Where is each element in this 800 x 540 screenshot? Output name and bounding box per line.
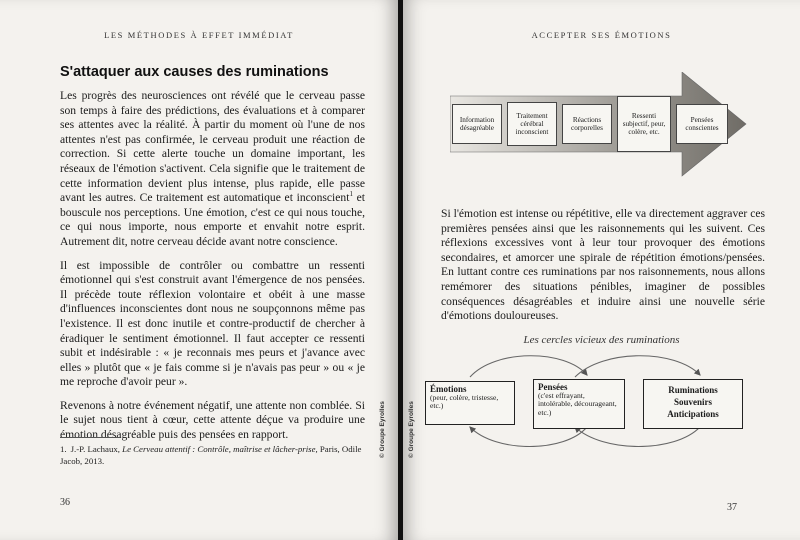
paragraph-3: Revenons à notre événement négatif, une attente non comblée. Si le sujet nous tient à cœur, cette attente déçue va produire une émotion désagréable puis des pensées en rapport.: [60, 398, 365, 442]
watermark-right: © Groupe Eyrolles: [408, 401, 415, 458]
page-number-right: 37: [727, 502, 737, 513]
running-head-right: ACCEPTER SES ÉMOTIONS: [531, 30, 672, 40]
step-information: Information désagréable: [452, 104, 502, 144]
running-head-left: LES MÉTHODES À EFFET IMMÉDIAT: [104, 30, 294, 40]
paragraph-4: Si l'émotion est intense ou répétitive, elle va directement aggraver ces premières pensées ainsi que les raisonnements qui les suivent. Ces réflexions excessives vont à leur tour provoquer des émotions secondaires, et amorcer une spirale de répétition émotions/pensées. En luttant contre ces ruminations par nos raisonnements, nous allons remémorer des situations pénibles, imaginer de possibles conséquences désagréables et induire ainsi une nouvelle série d'émotions douloureuses.: [441, 207, 765, 323]
footnote-book-title: Le Cerveau attentif : Contrôle, maîtrise et lâcher-prise: [122, 444, 316, 454]
left-body-text: [60, 89, 365, 452]
footnote-divider: [60, 437, 120, 438]
right-page: [403, 0, 800, 540]
step-reactions: Réactions corporelles: [562, 104, 612, 144]
page-number-left: 36: [60, 497, 70, 508]
footnote: 1. J.-P. Lachaux, Le Cerveau attentif : Contrôle, maîtrise et lâcher-prise, Paris, Odile Jacob, 2013.: [60, 444, 362, 466]
footnote-ref: 1: [349, 190, 353, 199]
step-pensees: Pensées conscientes: [676, 104, 728, 144]
cycle-box-emotions: Émotions (peur, colère, tristesse, etc.): [425, 381, 515, 425]
section-title: S'attaquer aux causes des ruminations: [60, 64, 329, 80]
watermark-left: © Groupe Eyrolles: [379, 401, 386, 458]
cycle-box-ruminations: Ruminations Souvenirs Anticipations: [643, 379, 743, 429]
paragraph-2: Il est impossible de contrôler ou combattre un ressenti émotionnel qui s'est construit avant l'émergence de nos pensées. Il précède toute réflexion volontaire et obéit à une masse d'influences inconscientes dont nous ne soupçonnons même pas l'existence. Il est donc inutile et contre-productif de chercher à éradiquer le sentiment émotionnel. Il faut accepter ce ressenti subit et indésirable : « je reconnais mes peurs et j'avance avec elles » plutôt que « je fais comme si je n'avais pas peur » ou « je me reproche d'avoir peur ».: [60, 258, 365, 389]
step-ressenti: Ressenti subjectif, peur, colère, etc.: [617, 96, 671, 152]
right-body-text: [441, 207, 765, 333]
rumination-cycle-diagram: [425, 355, 745, 447]
emotion-process-arrow-diagram: [450, 72, 760, 182]
paragraph-1: Les progrès des neurosciences ont révélé que le cerveau passe son temps à faire des prédictions, des évaluations et à comparer ses attentes avec la réalité. À partir du moment où l'une de nos attentes n'est pas confirmée, le cerveau produit une réaction de correction. Si cette alerte touche un domaine important, les réseaux de l'émotion s'activent. Cela signifie que le traitement de cette information devient plus intense, plus rapide, elle passe avant les autres. Ce traitement est automatique et inconscient$^1$ et bouscule nos perceptions. Une émotion, c'est ce qui nous touche, ce qui nous importe, nous emporte et envahit notre esprit. Autrement dit, notre cerveau décide avant notre conscience.: [60, 89, 366, 248]
cycle-diagram-title: Les cercles vicieux des ruminations: [523, 334, 680, 346]
left-page: [0, 0, 398, 540]
cycle-box-pensees: Pensées (c'est effrayant, intolérable, décourageant, etc.): [533, 379, 625, 429]
step-traitement: Traitement cérébral inconscient: [507, 102, 557, 146]
